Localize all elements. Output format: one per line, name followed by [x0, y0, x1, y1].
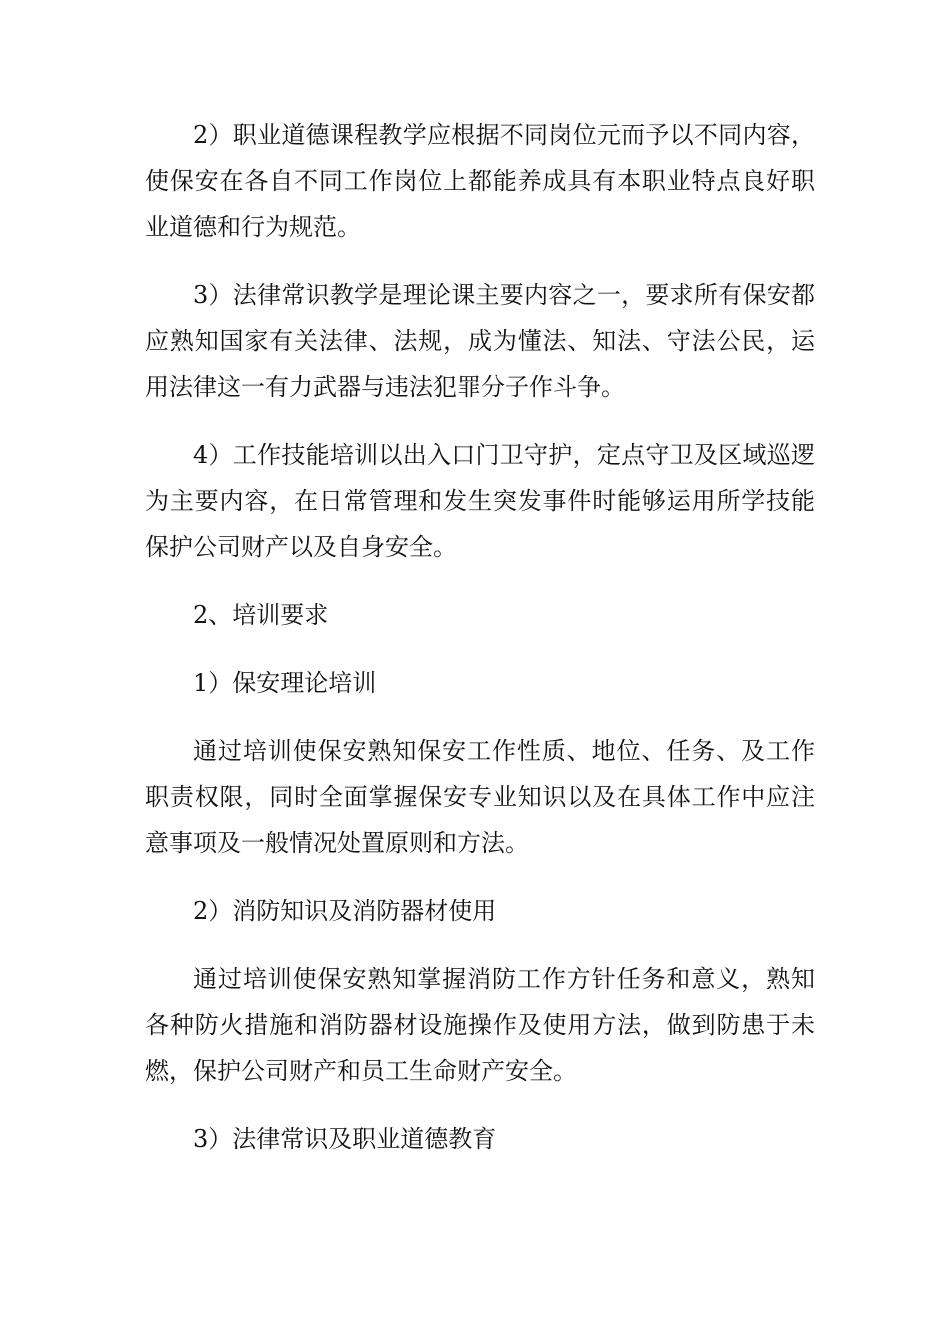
- subheading-fire-safety: 2）消防知识及消防器材使用: [193, 897, 497, 925]
- section-heading-training-requirements: 2、培训要求: [193, 601, 329, 629]
- paragraph-legal-knowledge: 3）法律常识教学是理论课主要内容之一，要求所有保安都应熟知国家有关法律、法规，成为懂法、知法、守法公民，运用法律这一有力武器与违法犯罪分子作斗争。: [145, 281, 815, 401]
- paragraph-work-skills: 4）工作技能培训以出入口门卫守护，定点守卫及区域巡逻为主要内容，在日常管理和发生突发事件时能够运用所学技能保护公司财产以及自身安全。: [145, 441, 815, 561]
- paragraph-fire-safety: 通过培训使保安熟知掌握消防工作方针任务和意义，熟知各种防火措施和消防器材设施操作及使用方法，做到防患于未燃，保护公司财产和员工生命财产安全。: [145, 965, 815, 1085]
- subheading-law-and-ethics: 3）法律常识及职业道德教育: [193, 1125, 497, 1153]
- paragraph-professional-ethics: 2）职业道德课程教学应根据不同岗位元而予以不同内容，使保安在各自不同工作岗位上都能养成具有本职业特点良好职业道德和行为规范。: [145, 121, 815, 241]
- document-body: [145, 112, 815, 1184]
- paragraph-theory-training: 通过培训使保安熟知保安工作性质、地位、任务、及工作职责权限，同时全面掌握保安专业知识以及在具体工作中应注意事项及一般情况处置原则和方法。: [145, 737, 815, 857]
- subheading-theory-training: 1）保安理论培训: [193, 669, 377, 697]
